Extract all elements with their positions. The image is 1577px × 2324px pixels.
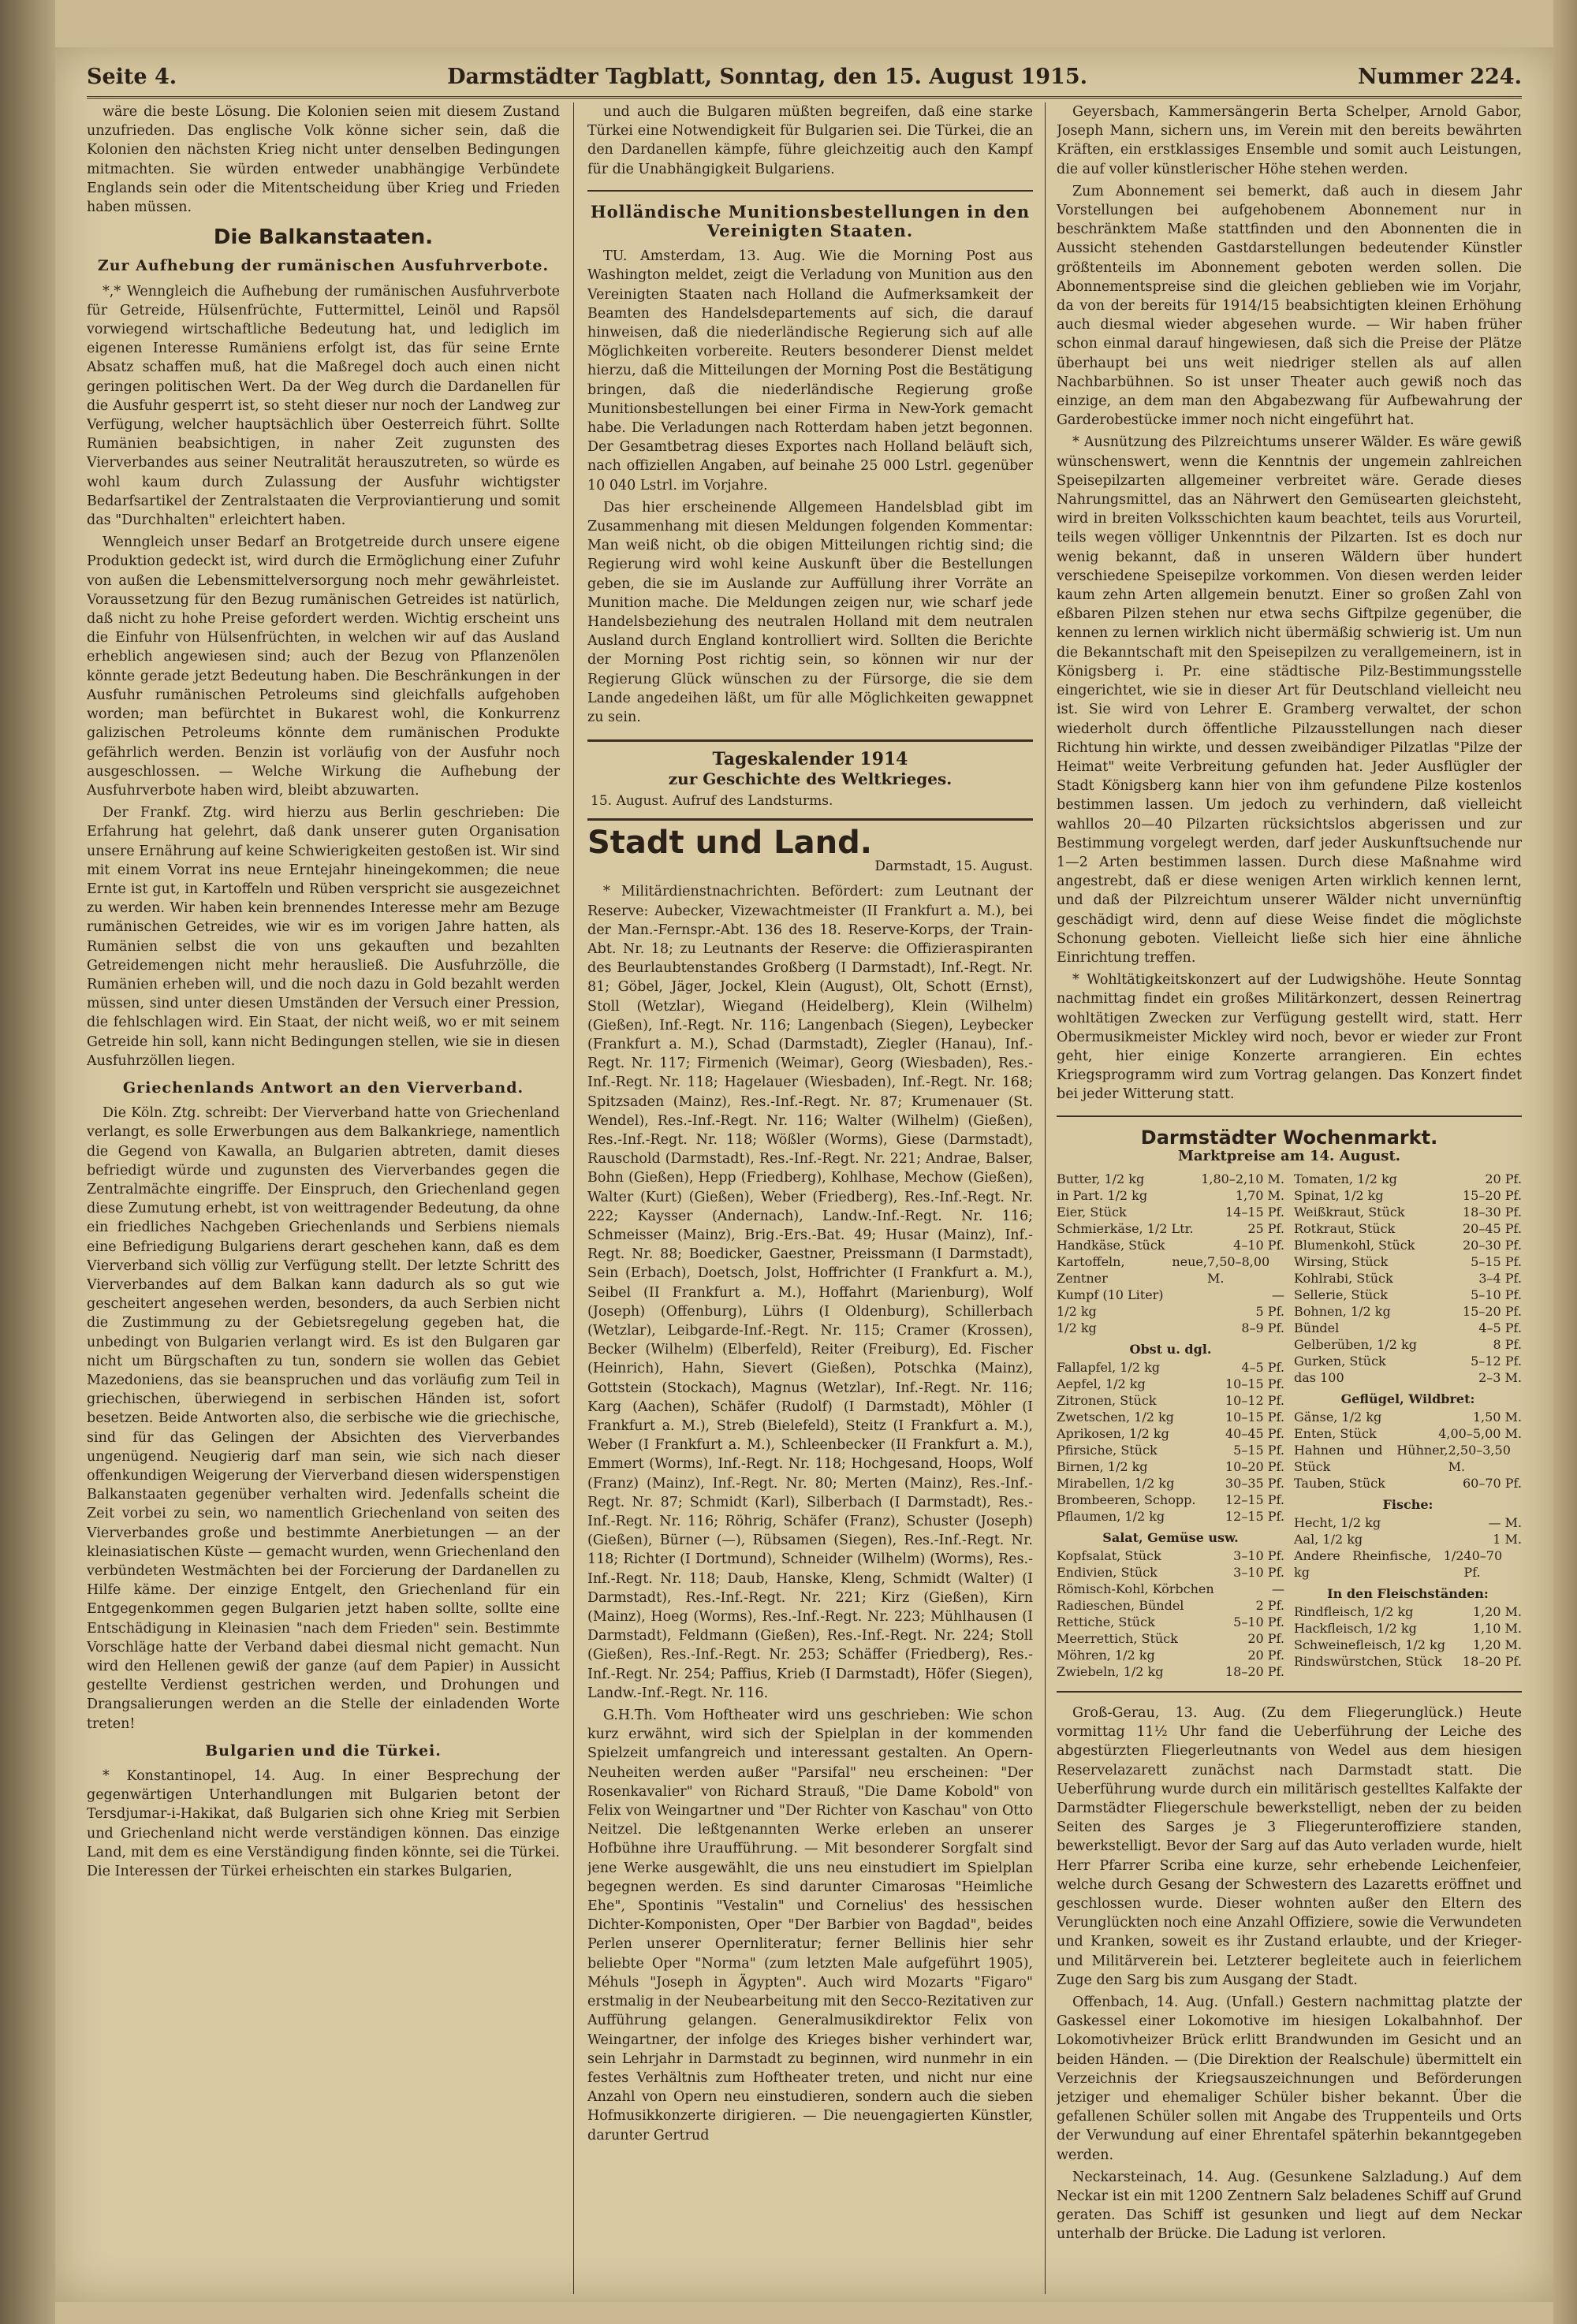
price-row: [1057, 1303, 1284, 1320]
price-item: Andere Rheinfische, 1/2 kg: [1294, 1547, 1464, 1580]
article-text: Wenngleich unser Bedarf an Brotgetreide durch unsere eigene Produktion gedeckt ist, wird durch die Ermöglichung einer Zufuhr von außen die Lebensmittelversorgung noch mehr gewährleistet. Voraussetzung für den Bezug rumänischen Getreides ist natürlich, daß nicht zu hohe Preise gefordert werden. Wichtig erscheint uns die Einfuhr von Hülsenfrüchten, in welchen wir auf das Ausland erheblich angewiesen sind; auch der Bezug von Pflanzenölen könnte gerade jetzt Bedeutung haben. Die Beschränkungen in der Ausfuhr rumänischen Petroleums sind gleichfalls aufgehoben worden; man befürchtet in Bukarest wohl, die Konkurrenz galizischen Petroleums könnte dem rumänischen Produkte gefährlich werden. Benzin ist vorläufig von der Ausfuhr noch ausgeschlossen. — Welche Wirkung die Aufhebung der Ausfuhrverbote haben wird, bleibt abzuwarten.: [87, 534, 560, 799]
market-left-column: [1057, 1171, 1284, 1680]
price-item: 1/2 kg: [1057, 1303, 1097, 1319]
calendar-entry: 15. August. Aufruf des Landsturms.: [591, 792, 833, 809]
masthead-line: Darmstädter Tagblatt, Sonntag, den 15. August 1915.: [447, 64, 1087, 89]
price-value: 1,20 M.: [1472, 1637, 1522, 1652]
issue-number: Nummer 224.: [1357, 64, 1522, 89]
article-text: * Ausnützung des Pilzreichtums unserer Wälder. Es wäre gewiß wünschenswert, wenn die Kenntnis der ungemein zahlreichen Speisepilzarten allgemeiner verbreitet wäre. Gerade dieses Nahrungsmittel, das an Nährwert den Gemüsearten gleichsteht, wird in breiten Volksschichten kaum beachtet, teils aus Vorurteil, teils wegen völliger Unkenntnis der Pilzarten. Ist es doch nur wenig bekannt, daß in unseren Wäldern über hundert verschiedene Speisepilze vorkommen. Von diesen werden leider kaum zehn Arten allgemein benutzt. Einer so großen Zahl von eßbaren Pilzen stehen nur etwa sechs Giftpilze gegenüber, die kennen zu lernen wirklich nicht übermäßig schwierig ist. Um nun die Bekanntschaft mit den Speisepilzen zu verallgemeinern, ist in Königsberg i. Pr. eine städtische Pilz-Bestimmungsstelle eingerichtet, wie sie in dieser Art für Deutschland vielleicht neu ist. Sie wird von Lehrer E. Gramberg verwaltet, der schon wiederholt durch öffentliche Pilzausstellungen nach dieser Richtung hin wirkte, und dessen zweibändiger Pilzatlas "Pilze der Heimat" weite Verbreitung gefunden hat. Jeder Ausflügler der Stadt Königsberg kann hier von ihm gefundene Pilze kostenlos bestimmen lassen. Um jedoch zu verhindern, daß vielleicht wahllos 20—40 Pilzarten rücksichtslos abgerissen und zur Bestimmung vorgelegt werden, darf jeder Auskunftsuchende nur 1—2 Arten bestimmen lassen. Durch diese Maßnahme wird angestrebt, daß er diese wenigen Arten wirklich kennen lernt, und daß der Pilzreichtum unserer Wälder nicht unvernünftig geschädigt wird, denn auf diese Weise findet die möglichste Schonung geboten. Vielleicht ließe sich hier eine ähnliche Einrichtung treffen.: [1057, 434, 1522, 966]
column-1: [87, 102, 560, 2294]
price-row: [1294, 1320, 1522, 1336]
market-group-heading: Salat, Gemüse usw.: [1102, 1529, 1239, 1545]
price-value: 15–20 Pf.: [1462, 1303, 1522, 1319]
price-row: [1057, 1204, 1284, 1220]
article-text: * Militärdienstnachrichten. Befördert: zum Leutnant der Reserve: Aubecker, Vizewachtmeister (II Frankfurt a. M.), bei der Man.-Fernspr.-Abt. 136 des 18. Reserve-Korps, der Train-Abt. Nr. 18; zu Leutnants der Reserve: die Offizieraspiranten des Beurlaubtenstandes Großberg (I Darmstadt), Inf.-Regt. Nr. 81; Göbel, Jäger, Jockel, Klein (August), Olt, Schott (Ernst), Stoll (Wetzlar), Wiegand (Heidelberg), Klein (Wilhelm) (Gießen), Inf.-Regt. Nr. 116; Langenbach (Siegen), Leybecker (Frankfurt a. M.), Schad (Darmstadt), Ziegler (Hanau), Inf.-Regt. Nr. 117; Firmenich (Weimar), Georg (Wiesbaden), Res.-Inf.-Regt. Nr. 118; Hagelauer (Wiesbaden), Inf.-Regt. Nr. 168; Spitzsaden (Mainz), Res.-Inf.-Regt. Nr. 87; Krumenauer (St. Wendel), Res.-Inf.-Regt. Nr. 116; Walter (Wilhelm) (Gießen), Res.-Inf.-Regt. Nr. 118; Wößler (Worms), Giese (Darmstadt), Rauschold (Darmstadt), Res.-Inf.-Regt. Nr. 221; Andrae, Balser, Bohn (Gießen), Hepp (Friedberg), Kohlhase, Mechow (Gießen), Walter (Kurt) (Gießen), Weber (Friedberg), Res.-Inf.-Regt. Nr. 222; Kaysser (Andernach), Landw.-Inf.-Regt. Nr. 116; Schmeisser (Mainz), Brig.-Ers.-Bat. 49; Husar (Mainz), Inf.-Regt. Nr. 88; Boedicker, Gaestner, Preissmann (I Darmstadt), Sein (Erbach), Doetsch, Jolst, Hoffrichter (I Frankfurt a. M.), Seibel (II Frankfurt a. M.), Hoffahrt (Marienburg), Wolf (Joseph) (Offenburg), Lührs (I Oldenburg), Schillerbach (Wetzlar), Leibgarde-Inf.-Regt. Nr. 115; Cramer (Krossen), Becker (Wilhelm) (Elberfeld), Reiter (Freiburg), Ed. Fischer (Heinrich), Hahn, Sievert (Gießen), Potschka (Mainz), Gottstein (Stockach), Magnus (Wetzlar), Inf.-Regt. Nr. 116; Karg (Aachen), Schäfer (Rudolf) (I Darmstadt), Möhler (I Frankfurt a. M.), Streb (Bielefeld), Steitz (I Frankfurt a. M.), Weber (I Frankfurt a. M.), Schleenbecker (II Frankfurt a. M.), Emmert (Worms), Inf.-Regt. Nr. 118; Hochgesand, Hoops, Wolf (Franz) (Mainz), Inf.-Regt. Nr. 80; Merten (Mainz), Res.-Inf.-Regt. Nr. 87; Schmidt (Karl), Silberbach (I Darmstadt), Res.-Inf.-Regt. Nr. 116; Röhrig, Schäfer (Franz), Schuster (Joseph) (Gießen), Bürner (—), Rübsamen (Siegen), Res.-Inf.-Regt. Nr. 118; Richter (I Dortmund), Schneider (Wilhelm) (Worms), Res.-Inf.-Regt. Nr. 118; Daub, Hanske, Kleng, Schmidt (Walter) (I Darmstadt), Res.-Inf.-Regt. Nr. 221; Kirz (Gießen), Kirn (Mainz), Hoeg (Worms), Res.-Inf.-Regt. Nr. 223; Mühlhausen (I Darmstadt), Feldmann (Gießen), Res.-Inf.-Regt. Nr. 224; Stoll (Gießen), Res.-Inf.-Regt. Nr. 253; Schäffer (Friedberg), Res.-Inf.-Regt. Nr. 254; Paffius, Krieb (I Darmstadt), Höfer (Siegen), Landw.-Inf.-Regt. Nr. 116.: [587, 884, 1033, 1701]
price-row: [1057, 1171, 1284, 1187]
article-text: Zum Abonnement sei bemerkt, daß auch in diesem Jahr Vorstellungen bei aufgehobenem Abonnement nur in beschränktem Maße stattfinden und den Abonnenten die in Aussicht stehenden Gastdarstellungen bedeutender Künstler größtenteils im Abonnement geboten werden sollen. Die Abonnementspreise sind die gleichen geblieben wie im Vorjahr, da von der bereits für 1914/15 beabsichtigten kleinen Erhöhung auch diesmal wieder abgesehen wurde. — Wir haben früher schon einmal darauf hingewiesen, daß sich die Preise der Plätze überhaupt bei uns weit niedriger stellen als auf allen Nachbarbühnen. So ist unser Theater auch gewiß noch das einzige, an dem man den Abgabezwang für Aufbewahrung der Garderobestücke immer noch nicht eingeführt hat.: [1057, 183, 1522, 429]
sub-heading: Zur Aufhebung der rumänischen Ausfuhrverbote.: [97, 257, 550, 275]
article-text: * Konstantinopel, 14. Aug. In einer Besprechung der gegenwärtigen Unterhandlungen mit Bulgarien betont der Tersdjumar-i-Hakikat, daß Bulgarien sich ohne Krieg mit Serbien und Griechenland nicht werde verständigen können. Das einzige Land, mit dem es eine Verständigung finden könnte, sei die Türkei. Die Interessen der Türkei erheischten ein starkes Bulgarien,: [87, 1768, 560, 1880]
price-row: [1294, 1531, 1522, 1547]
price-row: [1294, 1369, 1522, 1386]
price-item: Gänse, 1/2 kg: [1294, 1409, 1382, 1425]
article-text: wäre die beste Lösung. Die Kolonien seien mit diesem Zustand unzufrieden. Das englische Volk könne sicher sein, daß die Kolonien den nächsten Krieg nicht unter denselben Bedingungen mitmachten. Sie würden entweder unabhängige Verbündete Englands sein oder die Mitentscheidung über Krieg und Frieden haben müssen.: [87, 104, 560, 216]
price-value: 20–45 Pf.: [1462, 1220, 1522, 1236]
market-price-table: [1057, 1171, 1522, 1680]
price-item: Butter, 1/2 kg: [1057, 1171, 1145, 1186]
price-value: —: [1272, 1581, 1284, 1596]
price-item: 1/2 kg: [1057, 1320, 1097, 1335]
sub-heading: Griechenlands Antwort an den Vierverband.: [122, 1078, 524, 1097]
price-item: Schmierkäse, 1/2 Ltr.: [1057, 1220, 1194, 1236]
price-row: [1057, 1376, 1284, 1392]
price-value: 30–35 Pf.: [1225, 1475, 1284, 1491]
column-2: [587, 102, 1033, 2294]
column-rule: [1045, 102, 1046, 2294]
article-text: G.H.Th. Vom Hoftheater wird uns geschrieben: Wie schon kurz erwähnt, wird sich der Spielplan in der kommenden Spielzeit umfangreich und interessant gestalten. An Opern-Neuheiten werden außer "Parsifal" neu erscheinen: "Der Rosenkavalier" von Richard Strauß, "Die Dame Kobold" von Felix von Weingartner und "Der Richter von Kaschau" von Otto Neitzel. Die leßtgenannten Werke erleben an unserer Hofbühne ihre Uraufführung. — Mit besonderer Sorgfalt sind jene Werke ausgewählt, die uns neu einstudiert im Spielplan begegnen werden. Es sind darunter Cimarosas "Heimliche Ehe", Spontinis "Vestalin" und Cornelius' des hessischen Dichter-Komponisten, Oper "Der Barbier von Bagdad", beides Perlen unserer Opernliteratur; ferner Bellinis hier sehr beliebte Oper "Norma" (zum letzten Male aufgeführt 1905), Méhuls "Joseph in Ägypten". Auch wird Mozarts "Figaro" erstmalig in der Neubearbeitung mit den Secco-Rezitativen zur Aufführung gelangen. Generalmusikdirektor Felix von Weingartner, der infolge des Krieges bisher verhindert war, sein Lehrjahr in Darmstadt zu beginnen, wird nunmehr in ein festes Verhältnis zum Hoftheater treten, und nicht nur eine Anzahl von Opern neu einstudieren, sondern auch die sieben Hofmusikkonzerte dirigieren. — Die neuengagierten Künstler, darunter Gertrud: [587, 1708, 1033, 2143]
article-text: Neckarsteinach, 14. Aug. (Gesunkene Salzladung.) Auf dem Neckar ist ein mit 1200 Zentnern Salz beladenes Schiff auf Grund geraten. Das Schiff ist gesunken und liegt auf dem Neckar unterhalb der Brücke. Die Ladung ist verloren.: [1057, 2169, 1522, 2243]
price-value: 2 Pf.: [1255, 1597, 1284, 1613]
price-item: Pflaumen, 1/2 kg: [1057, 1508, 1165, 1524]
price-value: 1,70 M.: [1235, 1187, 1284, 1203]
section-heading: Stadt und Land.: [587, 824, 872, 861]
price-value: 60–70 Pf.: [1462, 1475, 1522, 1491]
price-item: Handkäse, Stück: [1057, 1237, 1165, 1253]
price-item: Sellerie, Stück: [1294, 1287, 1388, 1302]
price-value: 1,10 M.: [1472, 1620, 1522, 1636]
price-row: [1057, 1320, 1284, 1336]
price-item: Kumpf (10 Liter): [1057, 1287, 1164, 1302]
price-item: Endivien, Stück: [1057, 1564, 1158, 1580]
price-value: 10–15 Pf.: [1225, 1409, 1284, 1425]
divider: [1057, 1691, 1522, 1693]
price-value: 4–5 Pf.: [1478, 1320, 1522, 1335]
price-item: Rindfleisch, 1/2 kg: [1294, 1603, 1414, 1619]
column-rule: [573, 102, 574, 2294]
price-value: —: [1272, 1287, 1284, 1302]
price-value: 3–10 Pf.: [1233, 1547, 1284, 1563]
price-row: [1057, 1475, 1284, 1492]
price-row: [1294, 1353, 1522, 1369]
price-value: 5–12 Pf.: [1471, 1353, 1522, 1369]
price-item: Gurken, Stück: [1294, 1353, 1386, 1369]
price-value: 8–9 Pf.: [1241, 1320, 1284, 1335]
price-value: 15–20 Pf.: [1462, 1187, 1522, 1203]
article-text: * Wohltätigkeitskonzert auf der Ludwigshöhe. Heute Sonntag nachmittag findet ein großes Militärkonzert, dessen Reinertrag wohltätigen Zwecken zur Verfügung gestellt wird, statt. Herr Obermusikmeister Mickley wird noch, bevor er wieder zur Front geht, hier einige Konzerte arrangieren. Ein echtes Kriegsprogramm wird zum Vortrag gelangen. Das Konzert findet bei jeder Witterung statt.: [1057, 972, 1522, 1103]
market-group-heading: Obst u. dgl.: [1129, 1341, 1212, 1357]
price-row: [1057, 1287, 1284, 1303]
price-row: [1294, 1287, 1522, 1303]
price-value: 14–15 Pf.: [1225, 1204, 1284, 1220]
price-value: 40–70 Pf.: [1463, 1547, 1503, 1580]
article-text: Der Frankf. Ztg. wird hierzu aus Berlin geschrieben: Die Erfahrung hat gelehrt, daß dank unserer guten Organisation unsere Ernährung auf keine Schwierigkeiten gestoßen ist. Wir sind mit einem Vorrat ins neue Erntejahr hineingekommen; die neue Ernte ist gut, in Kartoffeln und Rüben verspricht sie ausgezeichnet zu werden. Wir haben kein brennendes Interesse mehr am Bezuge rumänischen Getreides, wie wir es im vorigen Jahre hatten, als Rumänien selbst die von uns gekauften und bezahlten Getreidemengen nicht mehr herausließ. Die Ausfuhrzölle, die Rumänien erheben will, und die noch dazu in Gold bezahlt werden müssen, sind unter diesen Umständen der Versuch einer Pression, die fehlschlagen wird. Ein Staat, der nicht weiß, wo er mit seinem Getreide hin soll, kann nicht Bedingungen stellen, wie sie in diesen Ausfuhrzöllen liegen.: [87, 805, 560, 1069]
price-row: [1057, 1564, 1284, 1581]
article-text: Das hier erscheinende Allgemeen Handelsblad gibt im Zusammenhang mit diesen Meldungen folgenden Kommentar: Man weiß nicht, ob die obigen Mitteilungen richtig sind; die Regierung wird wohl keine Auskunft über die Bestellungen geben, die sie im Auslande zur Auffüllung ihrer Vorräte an Munition mache. Die Meldungen zeigen nur, wie scharf jede Handelsbeziehung des neutralen Holland mit dem neutralen Ausland durch England kontrolliert wird. Sollten die Berichte der Morning Post richtig sein, so können wir nur der Regierung Glück wünschen zu der Fürsorge, die sie dem Lande angedeihen läßt, um für alle Möglichkeiten gewappnet zu sein.: [587, 499, 1033, 726]
price-row: [1057, 1425, 1284, 1442]
section-heading: Die Balkanstaaten.: [213, 225, 434, 250]
price-item: Zwetschen, 1/2 kg: [1057, 1409, 1174, 1425]
price-value: 5–10 Pf.: [1471, 1287, 1522, 1302]
price-row: [1057, 1663, 1284, 1680]
dateline: Darmstadt, 15. August.: [874, 858, 1033, 875]
price-row: [1057, 1458, 1284, 1475]
divider: [1057, 1115, 1522, 1117]
price-item: Kartoffeln, neue, Zentner: [1057, 1253, 1207, 1286]
price-value: 5–15 Pf.: [1471, 1253, 1522, 1269]
price-value: 4–10 Pf.: [1233, 1237, 1284, 1253]
price-value: 20–30 Pf.: [1462, 1237, 1522, 1253]
price-item: Fallapfel, 1/2 kg: [1057, 1359, 1161, 1375]
calendar-box: [587, 739, 1033, 821]
price-row: [1294, 1547, 1522, 1581]
price-item: Möhren, 1/2 kg: [1057, 1647, 1155, 1663]
price-item: Birnen, 1/2 kg: [1057, 1458, 1148, 1474]
article-text: *,* Wenngleich die Aufhebung der rumänischen Ausfuhrverbote für Getreide, Hülsenfrüchte, Futtermittel, Leinöl und Rapsöl vorwiegend wirtschaftliche Bedeutung hat, und lediglich im eigenen Interesse Rumäniens erfolgt ist, das für seine Ernte Absatz schaffen muß, hat die Maßregel doch auch einen nicht geringen politischen Wert. Da der Weg durch die Dardanellen für die Ausfuhr gesperrt ist, so steht dieser nur noch der Landweg zur Verfügung, welcher hauptsächlich über Oesterreich führt. Sollte Rumänien beabsichtigen, in naher Zeit zugunsten des Vierverbandes aus seiner Neutralität herauszutreten, so würde es wohl kaum durch Zulassung der Ausfuhr wichtigster Bedarfsartikel der Zentralstaaten die Verproviantierung und somit das "Durchhalten" erleichtert haben.: [87, 283, 560, 529]
price-row: [1294, 1653, 1522, 1670]
price-item: in Part. 1/2 kg: [1057, 1187, 1148, 1203]
price-row: [1294, 1442, 1522, 1475]
price-row: [1294, 1336, 1522, 1353]
price-row: [1057, 1547, 1284, 1564]
price-value: 1,20 M.: [1472, 1603, 1522, 1619]
market-group-heading: Geflügel, Wildbret:: [1340, 1391, 1475, 1406]
price-value: 40–45 Pf.: [1225, 1425, 1284, 1441]
price-value: — M.: [1488, 1514, 1522, 1530]
binding-spine: [0, 0, 55, 2324]
price-value: 18–20 Pf.: [1225, 1663, 1284, 1679]
price-item: Mirabellen, 1/2 kg: [1057, 1475, 1175, 1491]
price-item: Weißkraut, Stück: [1294, 1204, 1405, 1220]
price-row: [1057, 1597, 1284, 1614]
price-item: Hecht, 1/2 kg: [1294, 1514, 1381, 1530]
price-item: Tauben, Stück: [1294, 1475, 1385, 1491]
price-row: [1057, 1409, 1284, 1425]
price-value: 10–15 Pf.: [1225, 1376, 1284, 1391]
price-row: [1057, 1614, 1284, 1630]
section-heading: Holländische Munitionsbestellungen in den Vereinigten Staaten.: [590, 201, 1031, 241]
article-text: Geyersbach, Kammersängerin Berta Schelper, Arnold Gabor, Joseph Mann, sichern uns, im Verein mit den bereits bewährten Kräften, ein erstklassiges Ensemble und somit auch Leistungen, die auf voller künstlerischer Höhe stehen werden.: [1057, 104, 1522, 177]
market-subtitle: Marktpreise am 14. August.: [1177, 1147, 1401, 1164]
price-row: [1294, 1220, 1522, 1237]
price-item: Schweinefleisch, 1/2 kg: [1294, 1637, 1445, 1652]
price-row: [1294, 1270, 1522, 1287]
price-value: 20 Pf.: [1485, 1171, 1522, 1186]
price-value: 10–20 Pf.: [1225, 1458, 1284, 1474]
price-item: Zitronen, Stück: [1057, 1392, 1157, 1408]
price-item: Rindswürstchen, Stück: [1294, 1653, 1442, 1669]
price-value: 12–15 Pf.: [1225, 1508, 1284, 1524]
price-row: [1294, 1204, 1522, 1220]
column-3: [1057, 102, 1522, 2294]
price-item: Spinat, 1/2 kg: [1294, 1187, 1384, 1203]
market-title: Darmstädter Wochenmarkt.: [1140, 1126, 1438, 1149]
price-row: [1057, 1237, 1284, 1253]
price-value: 4,00–5,00 M.: [1438, 1425, 1522, 1441]
price-row: [1294, 1603, 1522, 1620]
price-value: 5–10 Pf.: [1233, 1614, 1284, 1629]
price-value: 12–15 Pf.: [1225, 1492, 1284, 1507]
page-edge: [1553, 0, 1577, 2324]
price-item: Enten, Stück: [1294, 1425, 1377, 1441]
page-header: [87, 57, 1522, 99]
market-group-heading: Fische:: [1382, 1496, 1433, 1512]
price-row: [1294, 1409, 1522, 1425]
price-row: [1294, 1303, 1522, 1320]
market-right-column: [1294, 1171, 1522, 1680]
price-item: Bündel: [1294, 1320, 1340, 1335]
price-row: [1294, 1620, 1522, 1637]
price-item: Gelberüben, 1/2 kg: [1294, 1336, 1417, 1352]
sub-heading: Bulgarien und die Türkei.: [205, 1741, 442, 1760]
price-item: Eier, Stück: [1057, 1204, 1127, 1220]
price-row: [1057, 1392, 1284, 1409]
price-item: Hahnen und Hühner, Stück: [1294, 1442, 1448, 1474]
price-item: Hackfleisch, 1/2 kg: [1294, 1620, 1417, 1636]
price-item: Brombeeren, Schopp.: [1057, 1492, 1196, 1507]
calendar-title: Tageskalender 1914: [712, 749, 908, 770]
price-item: Bohnen, 1/2 kg: [1294, 1303, 1391, 1319]
price-row: [1057, 1359, 1284, 1376]
price-item: Rotkraut, Stück: [1294, 1220, 1396, 1236]
price-value: 5–15 Pf.: [1233, 1442, 1284, 1458]
price-value: 3–4 Pf.: [1478, 1270, 1522, 1286]
divider: [587, 190, 1033, 192]
price-row: [1057, 1442, 1284, 1458]
price-item: Rettiche, Stück: [1057, 1614, 1155, 1629]
price-value: 2–3 M.: [1478, 1369, 1522, 1385]
price-value: 18–30 Pf.: [1462, 1204, 1522, 1220]
price-value: 20 Pf.: [1247, 1630, 1284, 1646]
market-group-heading: In den Fleischständen:: [1327, 1585, 1489, 1601]
price-row: [1294, 1514, 1522, 1531]
price-value: 20 Pf.: [1247, 1647, 1284, 1663]
article-text: Die Köln. Ztg. schreibt: Der Vierverband hatte von Griechenland verlangt, es solle Erwerbungen aus dem Balkankriege, namentlich die Gegend von Kawalla, an Bulgarien abtreten, damit dieses befriedigt würde und zugunsten des Vierverbandes gegen die Zentralmächte eingriffe. Der Einspruch, den Griechenland gegen diese Zumutung erhebt, ist von weittragender Bedeutung, da ohne ein friedliches Nachgeben Griechenlands und Serbiens niemals eine Befriedigung Bulgariens derart geschehen kann, daß es dem Vierverband sich völlig zur Verfügung stellt. Der letzte Schritt des Vierverbandes auf dem Balkan kann dadurch als so gut wie gescheitert angesehen werden, besonders, da auch Serbien nicht die Zustimmung zu der Gebietsregelung gegeben hat, die unbedingt von Bulgarien verlangt wird. Es ist den Bulgaren gar nicht um Bürgschaften zu tun, sondern sie wollen das Gebiet Mazedoniens, das sie beanspruchen und das vorläufig zum Teil in griechischen, überwiegend in serbischen Händen ist, sofort besetzen. Beide Antworten also, die serbische wie die griechische, sind für das Gelingen der Absichten des Vierverbandes ungenügend. Neugierig darf man sein, wie sich nach dieser offenkundigen Weigerung der Vierverband diesen widerspenstigen Balkanstaaten gegenüber verhalten wird. Jedenfalls scheint die Zeit vorbei zu sein, wo namentlich Griechenland von seiten des Vierverbandes große und bestimmte Anerbietungen — an der kleinasiatischen Küste — gemacht wurden, wenn Griechenland den verbündeten Westmächten bei der Forcierung der Dardanellen zu Hilfe käme. Der einzige Entgelt, den Griechenland für ein Entgegenkommen gegen Bulgarien jetzt haben sollte, sollte eine Entschädigung in Kleinasien "nach dem Frieden" sein. Bestimmte Vorschläge hatte der Verband dabei diesmal nicht gemacht. Nun wird den Hellenen gewiß der ganze (auf dem Papier) in Aussicht gestellte Verdienst gestrichen werden, und Drohungen und Drangsalierungen werden an die Stelle der einladenden Worte treten!: [87, 1105, 560, 1732]
price-row: [1294, 1187, 1522, 1204]
price-item: Aepfel, 1/2 kg: [1057, 1376, 1146, 1391]
price-value: 1,50 M.: [1472, 1409, 1522, 1425]
price-row: [1057, 1581, 1284, 1597]
price-row: [1057, 1253, 1284, 1287]
price-value: 7,50–8,00 M.: [1206, 1253, 1270, 1286]
article-text: und auch die Bulgaren müßten begreifen, daß eine starke Türkei eine Notwendigkeit für Bulgarien sei. Die Türkei, die an den Dardanellen kämpfe, führe gleichzeitig auch den Kampf für die Unabhängigkeit Bulgariens.: [587, 104, 1033, 177]
price-item: Zwiebeln, 1/2 kg: [1057, 1663, 1164, 1679]
price-item: Blumenkohl, Stück: [1294, 1237, 1415, 1253]
price-item: Pfirsiche, Stück: [1057, 1442, 1158, 1458]
article-text: Groß-Gerau, 13. Aug. (Zu dem Fliegerunglück.) Heute vormittag 11½ Uhr fand die Ueberführung der Leiche des abgestürzten Fliegerleutnants von Wedel aus dem hiesigen Reservelazarett zunächst nach Darmstadt statt. Die Ueberführung wurde durch ein militärisch gestelltes Kalfakte der Darmstädter Fliegerschule bewerkstelligt, neben der zu beiden Seiten des Sarges je 3 Fliegerunteroffiziere standen, bewerkstelligt. Bevor der Sarg auf das Auto verladen wurde, hielt Herr Pfarrer Scriba eine kurze, sehr erhebende Leichenfeier, welche durch Gesang der Schwestern des Lazaretts eröffnet und geschlossen wurde. Dieser wohnten außer den Eltern des Verunglückten noch eine Anzahl Offiziere, sowie die Verwundeten und Kranken, soweit es ihr Zustand erlaubte, und der Krieger- und Militärverein bei. Letzterer begleitete auch in feierlichem Zuge den Sarg bis zum Ausgang der Stadt.: [1057, 1704, 1522, 1988]
price-item: Kopfsalat, Stück: [1057, 1547, 1161, 1563]
price-value: 4–5 Pf.: [1241, 1359, 1284, 1375]
price-item: Meerrettich, Stück: [1057, 1630, 1178, 1646]
price-item: das 100: [1294, 1369, 1344, 1385]
price-row: [1294, 1637, 1522, 1653]
price-row: [1294, 1237, 1522, 1253]
price-value: 5 Pf.: [1255, 1303, 1284, 1319]
price-value: 2,50–3,50 M.: [1448, 1442, 1511, 1474]
price-value: 10–12 Pf.: [1225, 1392, 1284, 1408]
price-item: Aprikosen, 1/2 kg: [1057, 1425, 1169, 1441]
price-item: Radieschen, Bündel: [1057, 1597, 1184, 1613]
price-row: [1294, 1171, 1522, 1187]
price-row: [1057, 1630, 1284, 1647]
price-row: [1057, 1492, 1284, 1508]
price-item: Aal, 1/2 kg: [1294, 1531, 1363, 1547]
price-row: [1057, 1220, 1284, 1237]
calendar-subtitle: zur Geschichte des Weltkrieges.: [668, 769, 953, 788]
price-value: 3–10 Pf.: [1233, 1564, 1284, 1580]
price-value: 18–20 Pf.: [1462, 1653, 1522, 1669]
price-value: 25 Pf.: [1247, 1220, 1284, 1236]
price-row: [1057, 1187, 1284, 1204]
price-value: 1,80–2,10 M.: [1201, 1171, 1284, 1186]
page-number: Seite 4.: [87, 64, 177, 89]
article-text: Offenbach, 14. Aug. (Unfall.) Gestern nachmittag platzte der Gaskessel einer Lokomotive im hiesigen Lokalbahnhof. Der Lokomotivheizer Brück erlitt Brandwunden im Gesicht und an beiden Händen. — (Die Direktion der Realschule) übermittelt ein Verzeichnis der Kriegsauszeichnungen und Beförderungen jetziger und ehemaliger Schüler bisher bekannt. Über die gefallenen Schüler sollen mit Angabe des Truppenteils und Orts der Verwundung auf einer Ehrentafel späterhin bekanntgegeben werden.: [1057, 1994, 1522, 2163]
article-text: TU. Amsterdam, 13. Aug. Wie die Morning Post aus Washington meldet, zeigt die Verladung von Munition aus den Vereinigten Staaten nach Holland die Aufmerksamkeit der Beamten des Handelsdepartements auf sich, die darauf hinweisen, daß die niederländische Regierung sich auf alle Möglichkeiten vorbereite. Reuters besonderer Dienst meldet hierzu, daß die Mitteilungen der Morning Post die Bestätigung bringen, daß die niederländische Regierung große Munitionsbestellungen bei einer Firma in New-York gemacht habe. Die Verladungen nach Rotterdam haben jetzt begonnen. Der Gesamtbetrag dieses Exportes nach Holland beläuft sich, nach offiziellen Angaben, auf beinahe 25 000 Lstrl. gegenüber 10 040 Lstrl. im Vorjahre.: [587, 248, 1033, 493]
price-row: [1294, 1253, 1522, 1270]
price-item: Tomaten, 1/2 kg: [1294, 1171, 1397, 1186]
price-item: Wirsing, Stück: [1294, 1253, 1389, 1269]
price-row: [1294, 1475, 1522, 1492]
price-item: Römisch-Kohl, Körbchen: [1057, 1581, 1214, 1596]
price-item: Kohlrabi, Stück: [1294, 1270, 1393, 1286]
price-row: [1057, 1647, 1284, 1663]
price-row: [1294, 1425, 1522, 1442]
price-value: 8 Pf.: [1493, 1336, 1522, 1352]
price-value: 1 M.: [1493, 1531, 1522, 1547]
price-row: [1057, 1508, 1284, 1525]
